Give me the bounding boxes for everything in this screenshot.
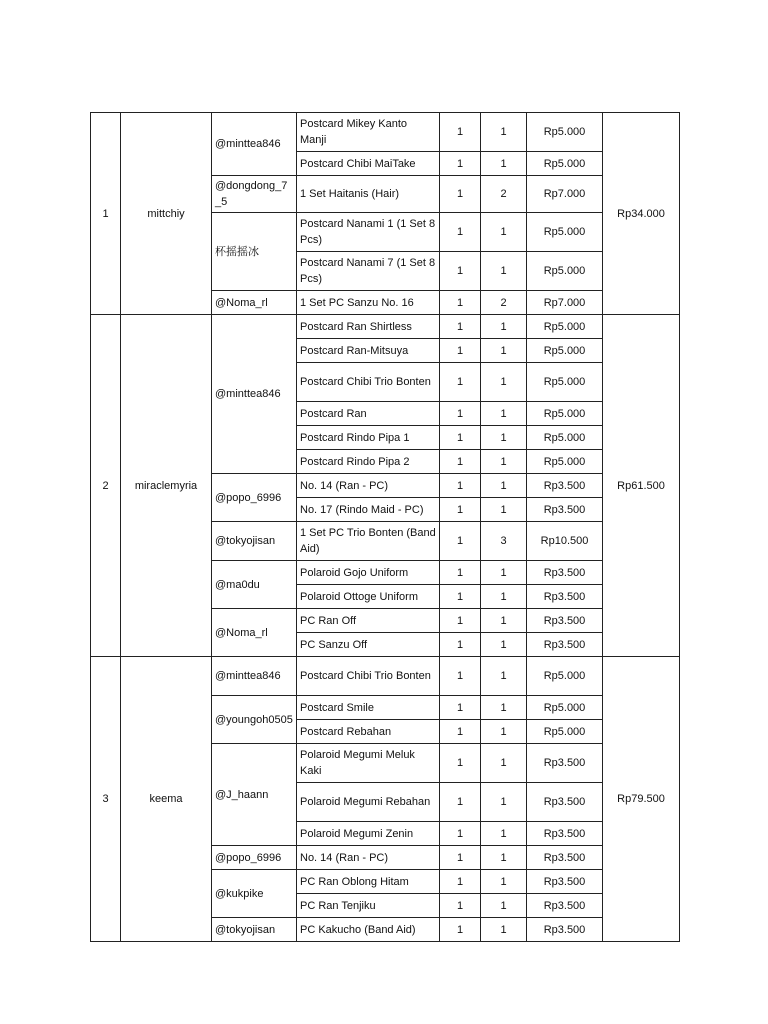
pieces-cell: 1 bbox=[481, 870, 527, 894]
price-cell: Rp3.500 bbox=[527, 918, 603, 942]
buyer-name-cell: mittchiy bbox=[121, 113, 212, 315]
quantity-cell: 1 bbox=[440, 474, 481, 498]
price-cell: Rp3.500 bbox=[527, 822, 603, 846]
price-cell: Rp3.500 bbox=[527, 744, 603, 783]
pieces-cell: 1 bbox=[481, 918, 527, 942]
price-cell: Rp3.500 bbox=[527, 585, 603, 609]
pieces-cell: 1 bbox=[481, 633, 527, 657]
quantity-cell: 1 bbox=[440, 152, 481, 176]
price-cell: Rp5.000 bbox=[527, 252, 603, 291]
quantity-cell: 1 bbox=[440, 252, 481, 291]
pieces-cell: 2 bbox=[481, 176, 527, 213]
item-name-cell: PC Kakucho (Band Aid) bbox=[297, 918, 440, 942]
quantity-cell: 1 bbox=[440, 213, 481, 252]
quantity-cell: 1 bbox=[440, 585, 481, 609]
table-row bbox=[91, 315, 680, 339]
item-name-cell: Postcard Chibi Trio Bonten bbox=[297, 363, 440, 402]
item-name-cell: Postcard Nanami 1 (1 Set 8 Pcs) bbox=[297, 213, 440, 252]
seller-name-cell: @minttea846 bbox=[212, 315, 297, 474]
seller-name-cell: @dongdong_7_5 bbox=[212, 176, 297, 213]
item-name-cell: Polaroid Megumi Meluk Kaki bbox=[297, 744, 440, 783]
item-name-cell: Postcard Rindo Pipa 1 bbox=[297, 426, 440, 450]
price-cell: Rp5.000 bbox=[527, 450, 603, 474]
price-cell: Rp3.500 bbox=[527, 633, 603, 657]
price-cell: Rp5.000 bbox=[527, 213, 603, 252]
table-row bbox=[91, 113, 680, 152]
quantity-cell: 1 bbox=[440, 846, 481, 870]
seller-name-cell: @Noma_rl bbox=[212, 609, 297, 657]
price-cell: Rp10.500 bbox=[527, 522, 603, 561]
pieces-cell: 1 bbox=[481, 363, 527, 402]
pieces-cell: 1 bbox=[481, 561, 527, 585]
pieces-cell: 1 bbox=[481, 252, 527, 291]
pieces-cell: 1 bbox=[481, 113, 527, 152]
seller-name-cell: @tokyojisan bbox=[212, 522, 297, 561]
price-cell: Rp3.500 bbox=[527, 561, 603, 585]
price-cell: Rp5.000 bbox=[527, 696, 603, 720]
quantity-cell: 1 bbox=[440, 894, 481, 918]
item-name-cell: Postcard Ran-Mitsuya bbox=[297, 339, 440, 363]
pieces-cell: 3 bbox=[481, 522, 527, 561]
price-cell: Rp3.500 bbox=[527, 846, 603, 870]
price-cell: Rp5.000 bbox=[527, 113, 603, 152]
quantity-cell: 1 bbox=[440, 363, 481, 402]
seller-name-cell: 杯摇摇冰 bbox=[212, 213, 297, 291]
quantity-cell: 1 bbox=[440, 720, 481, 744]
item-name-cell: PC Ran Off bbox=[297, 609, 440, 633]
pieces-cell: 1 bbox=[481, 585, 527, 609]
quantity-cell: 1 bbox=[440, 522, 481, 561]
item-name-cell: No. 14 (Ran - PC) bbox=[297, 474, 440, 498]
seller-name-cell: @kukpike bbox=[212, 870, 297, 918]
item-name-cell: Polaroid Megumi Rebahan bbox=[297, 783, 440, 822]
buyer-name-cell: miraclemyria bbox=[121, 315, 212, 657]
quantity-cell: 1 bbox=[440, 402, 481, 426]
price-cell: Rp3.500 bbox=[527, 498, 603, 522]
price-cell: Rp3.500 bbox=[527, 894, 603, 918]
item-name-cell: No. 14 (Ran - PC) bbox=[297, 846, 440, 870]
quantity-cell: 1 bbox=[440, 696, 481, 720]
pieces-cell: 1 bbox=[481, 696, 527, 720]
pieces-cell: 1 bbox=[481, 744, 527, 783]
item-name-cell: Postcard Rindo Pipa 2 bbox=[297, 450, 440, 474]
order-number-cell: 3 bbox=[91, 657, 121, 942]
pieces-cell: 1 bbox=[481, 474, 527, 498]
item-name-cell: Postcard Chibi Trio Bonten bbox=[297, 657, 440, 696]
quantity-cell: 1 bbox=[440, 870, 481, 894]
quantity-cell: 1 bbox=[440, 450, 481, 474]
pieces-cell: 1 bbox=[481, 339, 527, 363]
price-cell: Rp5.000 bbox=[527, 315, 603, 339]
pieces-cell: 1 bbox=[481, 498, 527, 522]
price-cell: Rp7.000 bbox=[527, 291, 603, 315]
pieces-cell: 1 bbox=[481, 609, 527, 633]
pieces-cell: 1 bbox=[481, 213, 527, 252]
seller-name-cell: @youngoh0505 bbox=[212, 696, 297, 744]
order-total-cell: Rp79.500 bbox=[603, 657, 680, 942]
item-name-cell: Polaroid Gojo Uniform bbox=[297, 561, 440, 585]
quantity-cell: 1 bbox=[440, 918, 481, 942]
price-cell: Rp5.000 bbox=[527, 657, 603, 696]
price-cell: Rp3.500 bbox=[527, 609, 603, 633]
price-cell: Rp5.000 bbox=[527, 426, 603, 450]
pieces-cell: 2 bbox=[481, 291, 527, 315]
item-name-cell: PC Ran Tenjiku bbox=[297, 894, 440, 918]
price-cell: Rp5.000 bbox=[527, 402, 603, 426]
seller-name-cell: @popo_6996 bbox=[212, 846, 297, 870]
pieces-cell: 1 bbox=[481, 315, 527, 339]
item-name-cell: Postcard Mikey Kanto Manji bbox=[297, 113, 440, 152]
item-name-cell: 1 Set PC Sanzu No. 16 bbox=[297, 291, 440, 315]
seller-name-cell: @J_haann bbox=[212, 744, 297, 846]
price-cell: Rp5.000 bbox=[527, 720, 603, 744]
order-total-cell: Rp61.500 bbox=[603, 315, 680, 657]
item-name-cell: No. 17 (Rindo Maid - PC) bbox=[297, 498, 440, 522]
item-name-cell: Postcard Smile bbox=[297, 696, 440, 720]
orders-table-body bbox=[91, 113, 680, 942]
quantity-cell: 1 bbox=[440, 744, 481, 783]
pieces-cell: 1 bbox=[481, 783, 527, 822]
seller-name-cell: @ma0du bbox=[212, 561, 297, 609]
pieces-cell: 1 bbox=[481, 402, 527, 426]
item-name-cell: 1 Set PC Trio Bonten (Band Aid) bbox=[297, 522, 440, 561]
orders-table bbox=[90, 112, 680, 942]
item-name-cell: Postcard Ran Shirtless bbox=[297, 315, 440, 339]
pieces-cell: 1 bbox=[481, 426, 527, 450]
price-cell: Rp5.000 bbox=[527, 152, 603, 176]
pieces-cell: 1 bbox=[481, 152, 527, 176]
item-name-cell: Postcard Rebahan bbox=[297, 720, 440, 744]
price-cell: Rp3.500 bbox=[527, 870, 603, 894]
quantity-cell: 1 bbox=[440, 561, 481, 585]
price-cell: Rp5.000 bbox=[527, 339, 603, 363]
item-name-cell: PC Ran Oblong Hitam bbox=[297, 870, 440, 894]
quantity-cell: 1 bbox=[440, 176, 481, 213]
item-name-cell: Polaroid Ottoge Uniform bbox=[297, 585, 440, 609]
price-cell: Rp3.500 bbox=[527, 783, 603, 822]
item-name-cell: Postcard Nanami 7 (1 Set 8 Pcs) bbox=[297, 252, 440, 291]
seller-name-cell: @minttea846 bbox=[212, 657, 297, 696]
price-cell: Rp5.000 bbox=[527, 363, 603, 402]
quantity-cell: 1 bbox=[440, 822, 481, 846]
pieces-cell: 1 bbox=[481, 894, 527, 918]
item-name-cell: Postcard Ran bbox=[297, 402, 440, 426]
quantity-cell: 1 bbox=[440, 609, 481, 633]
quantity-cell: 1 bbox=[440, 657, 481, 696]
order-number-cell: 2 bbox=[91, 315, 121, 657]
quantity-cell: 1 bbox=[440, 291, 481, 315]
pieces-cell: 1 bbox=[481, 720, 527, 744]
pieces-cell: 1 bbox=[481, 450, 527, 474]
seller-name-cell: @tokyojisan bbox=[212, 918, 297, 942]
seller-name-cell: @minttea846 bbox=[212, 113, 297, 176]
quantity-cell: 1 bbox=[440, 113, 481, 152]
item-name-cell: PC Sanzu Off bbox=[297, 633, 440, 657]
pieces-cell: 1 bbox=[481, 822, 527, 846]
buyer-name-cell: keema bbox=[121, 657, 212, 942]
seller-name-cell: @Noma_rl bbox=[212, 291, 297, 315]
quantity-cell: 1 bbox=[440, 315, 481, 339]
price-cell: Rp3.500 bbox=[527, 474, 603, 498]
seller-name-cell: @popo_6996 bbox=[212, 474, 297, 522]
quantity-cell: 1 bbox=[440, 339, 481, 363]
pieces-cell: 1 bbox=[481, 846, 527, 870]
item-name-cell: Polaroid Megumi Zenin bbox=[297, 822, 440, 846]
price-cell: Rp7.000 bbox=[527, 176, 603, 213]
pieces-cell: 1 bbox=[481, 657, 527, 696]
quantity-cell: 1 bbox=[440, 633, 481, 657]
quantity-cell: 1 bbox=[440, 783, 481, 822]
quantity-cell: 1 bbox=[440, 426, 481, 450]
table-row bbox=[91, 657, 680, 696]
order-total-cell: Rp34.000 bbox=[603, 113, 680, 315]
item-name-cell: 1 Set Haitanis (Hair) bbox=[297, 176, 440, 213]
order-number-cell: 1 bbox=[91, 113, 121, 315]
quantity-cell: 1 bbox=[440, 498, 481, 522]
item-name-cell: Postcard Chibi MaiTake bbox=[297, 152, 440, 176]
